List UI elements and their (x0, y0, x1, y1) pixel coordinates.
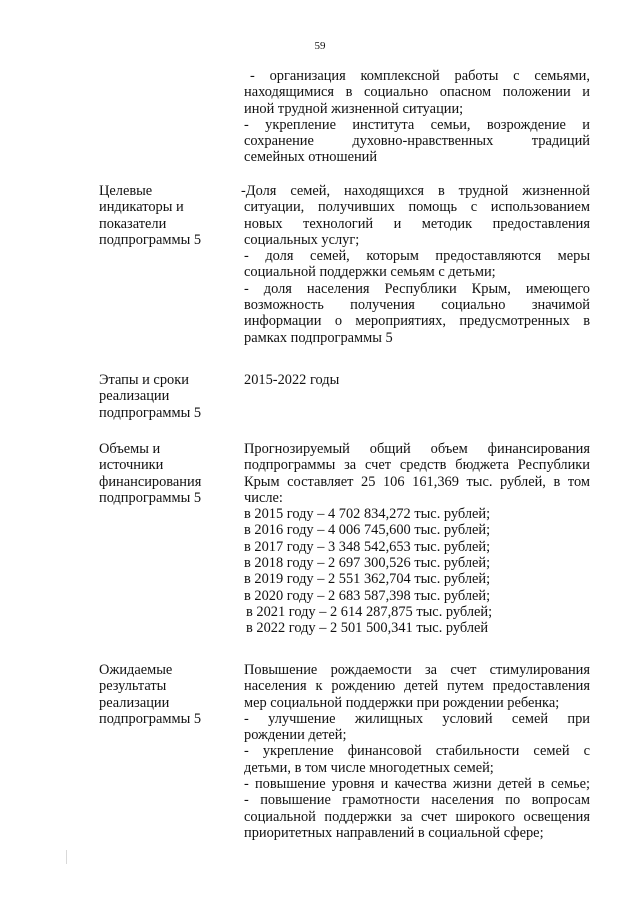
row-label (99, 662, 231, 727)
content-line: - доля населения Республики Крым, имеющего (244, 280, 590, 297)
content-line: - повышение грамотности населения по вопросам (244, 792, 590, 809)
row-content (244, 372, 590, 388)
row-content (241, 183, 590, 346)
row-label (99, 441, 231, 506)
content-line: - улучшение жилищных условий семей при (244, 710, 590, 727)
row-label-line: реализации (99, 388, 170, 405)
row-label (99, 183, 231, 248)
row-label-line: финансирования (99, 473, 202, 490)
content-line: -Доля семей, находящихся в трудной жизненной (241, 183, 590, 199)
row-label-line: источники (99, 457, 164, 474)
content-line: детьми, в том числе многодетных семей; (244, 759, 494, 776)
content-line: 2015-2022 годы (244, 372, 340, 388)
row-label-line: Ожидаемые (99, 662, 173, 678)
row-label-line: результаты (99, 678, 167, 695)
row-label-line: показатели (99, 215, 167, 232)
content-line: - повышение уровня и качества жизни детей в семье; (244, 776, 590, 793)
content-line: Прогнозируемый общий объем финансирования (244, 441, 590, 457)
content-line: семейных отношений (244, 149, 378, 166)
content-line: возможность получения социально значимой (244, 297, 590, 314)
scan-margin-mark (66, 850, 67, 864)
content-line: в 2018 году – 2 697 300,526 тыс. рублей; (244, 555, 491, 572)
row-label-line: Объемы и (99, 441, 161, 457)
content-line: социальной поддержки за счет широкого освещения (244, 808, 590, 825)
content-line: рамках подпрограммы 5 (244, 329, 393, 346)
row-label-line: Целевые (99, 183, 153, 199)
content-line: в 2022 году – 2 501 500,341 тыс. рублей (246, 620, 489, 637)
row-label-line: индикаторы и (99, 199, 184, 216)
content-line: - укрепление института семьи, возрождение и (244, 116, 590, 133)
content-line: новых технологий и методик предоставления (244, 215, 590, 232)
content-line: Крым составляет 25 106 161,369 тыс. рублей, в том (244, 473, 590, 490)
content-line: рождении детей; (244, 727, 347, 744)
content-line: находящимися в социально опасном положении и (244, 84, 590, 101)
content-line: приоритетных направлений в социальной сфере; (244, 824, 544, 841)
content-line: социальных услуг; (244, 231, 360, 248)
content-line: подпрограммы за счет средств бюджета Республики (244, 457, 590, 474)
content-line: мер социальной поддержки при рождении ребенка; (244, 694, 560, 711)
content-line: в 2017 году – 3 348 542,653 тыс. рублей; (244, 538, 491, 555)
content-line: - организация комплексной работы с семьями, (250, 68, 590, 84)
content-line: в 2015 году – 4 702 834,272 тыс. рублей; (244, 506, 491, 523)
content-line: иной трудной жизненной ситуации; (244, 100, 464, 117)
content-line: в 2019 году – 2 551 362,704 тыс. рублей; (244, 571, 491, 588)
content-line: Повышение рождаемости за счет стимулирования (244, 662, 590, 678)
row-label-line: подпрограммы 5 (99, 231, 202, 248)
content-line: населения к рождению детей путем предоставления (244, 678, 590, 695)
row-label-line: реализации (99, 694, 170, 711)
content-line: социальной поддержки семьям с детьми; (244, 264, 496, 281)
content-line: сохранение духовно-нравственных традиций (244, 133, 590, 150)
content-line: в 2016 году – 4 006 745,600 тыс. рублей; (244, 522, 491, 539)
content-line: - доля семей, которым предоставляются меры (244, 248, 590, 265)
content-line: ситуации, получивших помощь с использованием (244, 199, 590, 216)
row-label-line: подпрограммы 5 (99, 710, 202, 727)
content-line: информации о мероприятиях, предусмотренных в (244, 313, 590, 330)
page-number: 59 (314, 40, 326, 52)
content-line: числе: (244, 489, 283, 506)
row-label-line: подпрограммы 5 (99, 489, 202, 506)
content-line: в 2020 году – 2 683 587,398 тыс. рублей; (244, 587, 491, 604)
content-line: в 2021 году – 2 614 287,875 тыс. рублей; (246, 603, 493, 620)
content-line: - укрепление финансовой стабильности семей с (244, 743, 590, 760)
row-content (244, 441, 590, 637)
row-label-line: Этапы и сроки (99, 372, 189, 388)
row-content (244, 662, 590, 841)
row-label (99, 372, 231, 421)
row-label-line: подпрограммы 5 (99, 404, 202, 421)
row-content (244, 68, 590, 166)
